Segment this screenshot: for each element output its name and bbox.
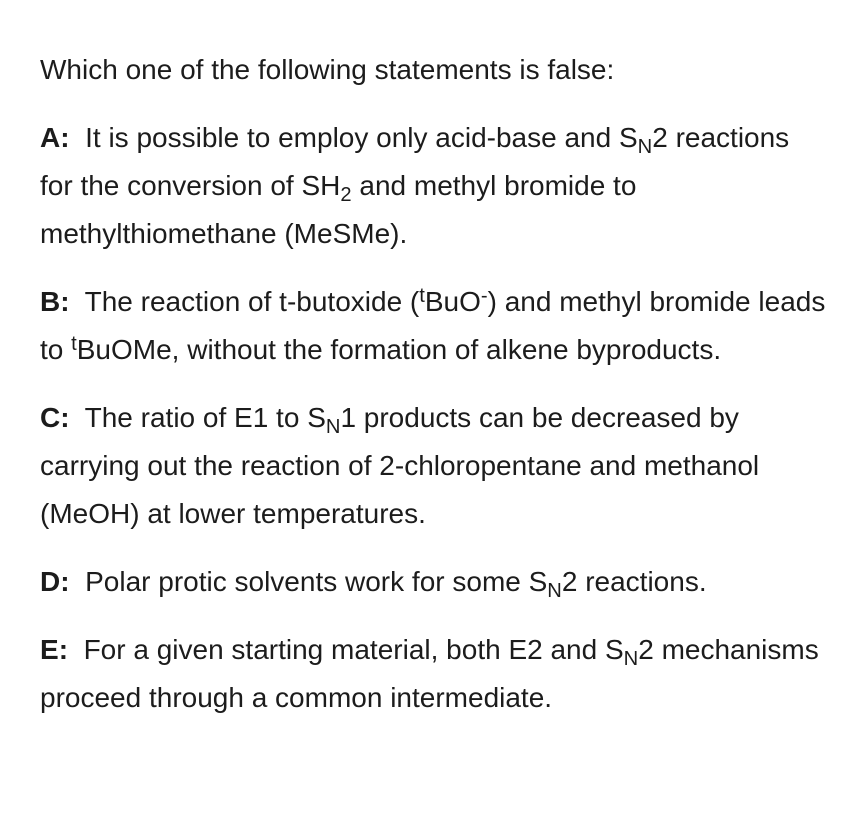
option-b [40,278,826,374]
superscript: - [480,284,488,307]
subscript: N [623,647,639,670]
subscript: N [325,415,341,438]
superscript: t [71,332,77,355]
subscript: N [547,579,562,602]
option-text: The reaction of t-butoxide ( [84,286,420,317]
option-text: BuO [424,286,481,317]
option-letter-text: A [40,122,61,153]
option-text: 2 reactions. [561,566,707,597]
subscript: N [637,135,653,158]
superscript: t [419,284,425,307]
option-letter: A: [40,122,70,153]
option-text: and methyl bromide to methylthiomethane (MeSMe). [40,170,637,249]
option-c [40,394,826,538]
option-text: The ratio of E1 to S [84,402,326,433]
option-e [40,626,826,722]
option-text: Polar protic solvents work for some S [85,566,548,597]
option-text: BuOMe, without the formation of alkene byproducts. [76,334,722,365]
option-a [40,114,826,258]
option-letter: E: [40,634,69,665]
option-text: 2 mechanisms proceed through a common intermediate. [40,634,819,713]
option-text: It is possible to employ only acid-base and S [85,122,638,153]
option-letter: B: [40,286,70,317]
option-text: 1 products can be decreased by carrying out the reaction of 2-chloropentane and methanol (MeOH) at lower temperatures. [40,402,760,529]
option-text: 2 reactions for the conversion of SH [40,122,790,201]
option-letter-text: B [40,286,61,317]
subscript: 2 [340,183,352,206]
option-letter-text: D [40,566,61,597]
option-text: For a given starting material, both E2 and S [83,634,624,665]
option-text: ) and methyl bromide leads to [40,286,826,365]
option-letter-text: C [40,402,61,433]
option-letter: D: [40,566,70,597]
option-letter-text: E [40,634,59,665]
option-d [40,558,826,606]
option-letter: C: [40,402,70,433]
question-prompt: Which one of the following statements is false: [40,54,615,85]
